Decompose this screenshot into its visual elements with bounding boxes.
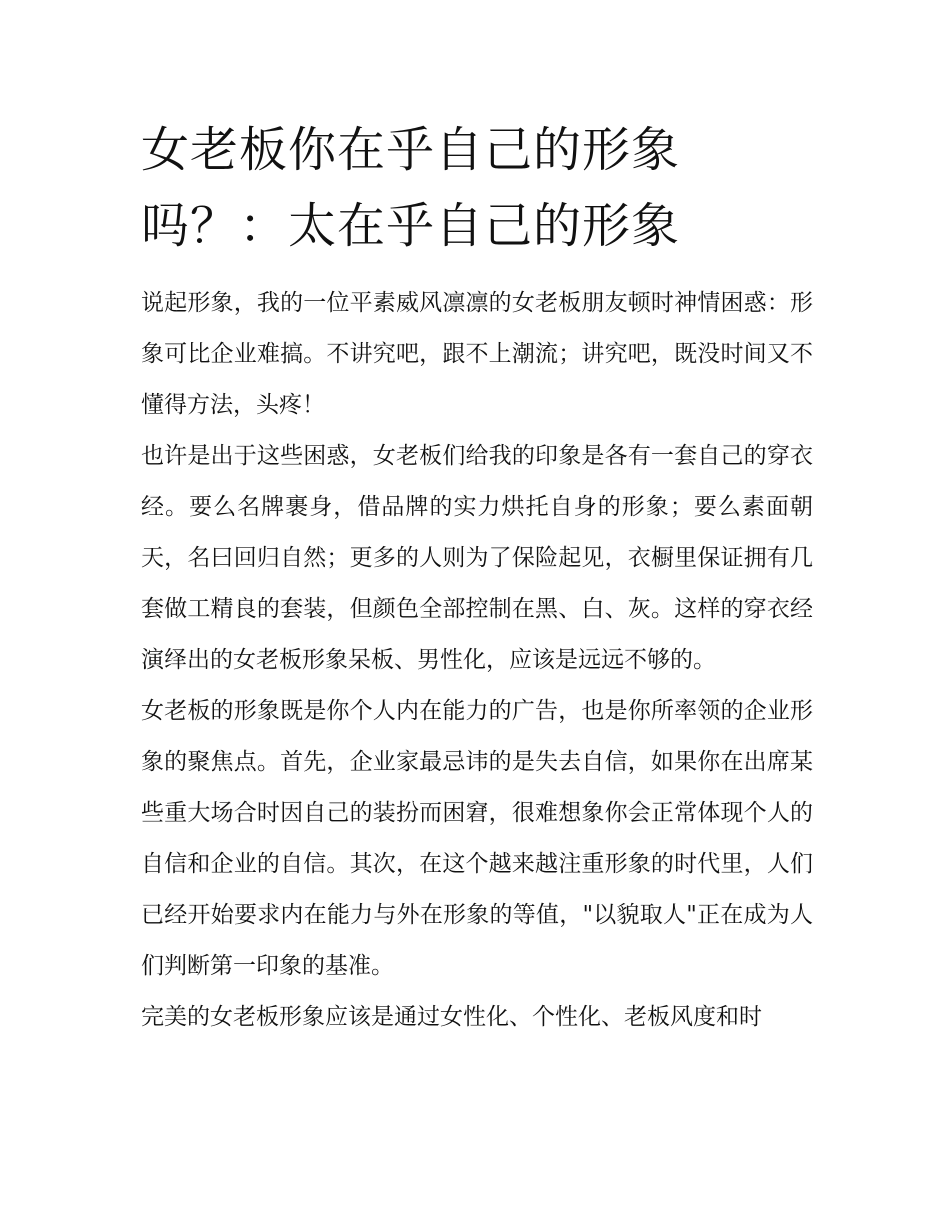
document-title: 女老板你在乎自己的形象吗？：太在乎自己的形象 bbox=[141, 122, 681, 254]
paragraph-3: 女老板的形象既是你个人内在能力的广告，也是你所率领的企业形象的聚焦点。首先，企业家最忌讳的是失去自信，如果你在出席某些重大场合时因自己的装扮而困窘，很难想象你会正常体现个人的自信和企业的自信。其次，在这个越来越注重形象的时代里，人们已经开始要求内在能力与外在形象的等值，"以貌取人"正在成为人们判断第一印象的基准。 bbox=[141, 698, 813, 979]
document-page bbox=[141, 112, 813, 1043]
paragraph-4: 完美的女老板形象应该是通过女性化、个性化、老板风度和时 bbox=[141, 1004, 762, 1030]
paragraph-2: 也许是出于这些困惑，女老板们给我的印象是各有一套自己的穿衣经。要么名牌裹身，借品牌的实力烘托自身的形象；要么素面朝天，名曰回归自然；更多的人则为了保险起见，衣橱里保证拥有几套做工精良的套装，但颜色全部控制在黑、白、灰。这样的穿衣经演绎出的女老板形象呆板、男性化，应该是远远不够的。 bbox=[141, 443, 813, 673]
paragraph-1: 说起形象，我的一位平素威风凛凛的女老板朋友顿时神情困惑：形象可比企业难搞。不讲究吧，跟不上潮流；讲究吧，既没时间又不懂得方法，头疼！ bbox=[141, 290, 813, 418]
